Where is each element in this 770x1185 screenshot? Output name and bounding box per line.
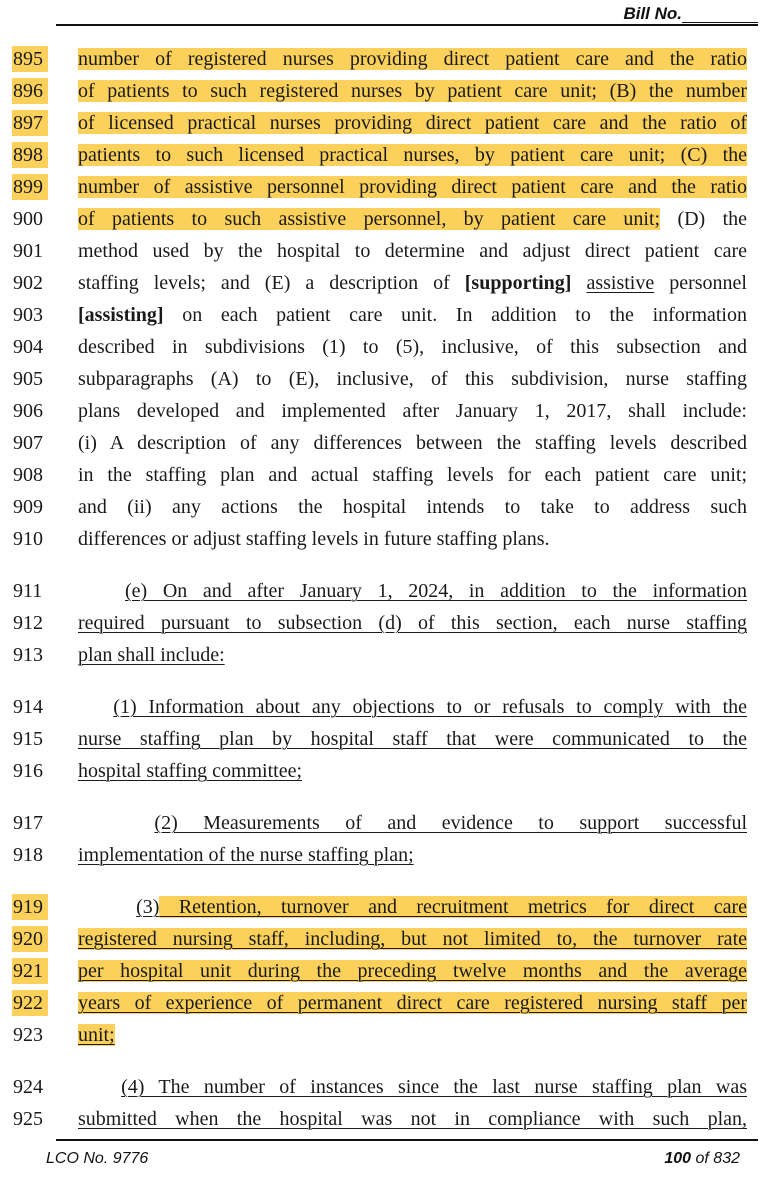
line-text [78, 110, 747, 136]
highlighted-text: of patients to such assistive personnel, by patient care unit; [78, 208, 661, 230]
bill-line [0, 1018, 770, 1050]
line-number: 923 [13, 1024, 43, 1046]
line-number: 919 [12, 894, 48, 920]
line-number: 898 [12, 142, 48, 168]
line-number: 904 [13, 336, 43, 358]
highlighted-text: number of registered nurses providing direct patient care and the ratio [78, 48, 747, 70]
bill-line [0, 298, 770, 330]
bill-number-label: Bill No. [623, 4, 682, 23]
line-number: 907 [13, 432, 43, 454]
line-text [78, 206, 747, 232]
line-text [78, 842, 747, 868]
line-text [78, 610, 747, 636]
bill-line [0, 922, 770, 954]
bill-line [0, 490, 770, 522]
inserted-text: (1) Information about any objections to or refusals to comply with the [113, 696, 747, 718]
line-number: 911 [13, 580, 43, 602]
line-text [78, 174, 747, 200]
line-number: 902 [13, 272, 43, 294]
footer-rule [56, 1139, 758, 1141]
line-text [78, 78, 747, 104]
line-number: 915 [13, 728, 43, 750]
line-text [78, 758, 747, 784]
line-text [78, 398, 747, 424]
text-segment: differences or adjust staffing levels in future staffing plans. [78, 528, 550, 550]
inserted-text: hospital staffing committee; [78, 760, 303, 782]
line-number: 909 [13, 496, 43, 518]
bill-line [0, 838, 770, 870]
text-segment [78, 1076, 121, 1098]
line-number: 913 [13, 644, 43, 666]
line-number: 901 [13, 240, 43, 262]
bill-line [0, 806, 770, 838]
line-text [78, 238, 747, 264]
line-text [78, 810, 747, 836]
highlighted-text: years of experience of permanent direct care registered nursing staff per [78, 992, 747, 1014]
line-number: 900 [13, 208, 43, 230]
bill-line [0, 394, 770, 426]
highlighted-text: number of assistive personnel providing direct patient care and the ratio [78, 176, 747, 198]
highlighted-text: Retention, turnover and recruitment metrics for direct care [159, 896, 748, 918]
text-segment: in the staffing plan and actual staffing levels for each patient care unit; [78, 464, 747, 486]
bill-line [0, 330, 770, 362]
text-segment: on each patient care unit. In addition to the information [163, 304, 747, 326]
bill-line [0, 170, 770, 202]
bill-line [0, 362, 770, 394]
inserted-text: (4) The number of instances since the last nurse staffing plan was [121, 1076, 748, 1098]
line-text [78, 142, 747, 168]
line-text [78, 694, 747, 720]
bill-line [0, 458, 770, 490]
bill-line [0, 606, 770, 638]
text-segment: (i) A description of any differences between the staffing levels described [78, 432, 747, 454]
page-current: 100 [664, 1150, 692, 1167]
line-text [78, 526, 747, 552]
bill-line [0, 954, 770, 986]
line-number: 924 [13, 1076, 43, 1098]
page-total: 832 [713, 1150, 740, 1167]
line-number: 920 [12, 926, 48, 952]
text-segment: subparagraphs (A) to (E), inclusive, of this subdivision, nurse staffing [78, 368, 747, 390]
bill-line [0, 690, 770, 722]
text-segment: (D) the [660, 208, 747, 230]
highlighted-text: unit; [78, 1024, 115, 1046]
line-number: 921 [12, 958, 48, 984]
text-segment [78, 580, 125, 602]
line-text [78, 926, 747, 952]
line-number: 895 [12, 46, 48, 72]
line-number: 906 [13, 400, 43, 422]
highlighted-text: of patients to such registered nurses by patient care unit; (B) the number [78, 80, 747, 102]
line-text [78, 494, 747, 520]
line-text [78, 334, 747, 360]
bill-line [0, 522, 770, 554]
line-text [78, 894, 747, 920]
line-text [78, 726, 747, 752]
bill-line [0, 42, 770, 74]
text-segment: plans developed and implemented after January 1, 2017, shall include: [78, 400, 747, 422]
text-segment [78, 812, 154, 834]
line-text [78, 302, 747, 328]
highlighted-text: patients to such licensed practical nurses, by patient care unit; (C) the [78, 144, 747, 166]
line-number: 896 [12, 78, 48, 104]
line-number: 922 [12, 990, 48, 1016]
line-text [78, 270, 747, 296]
highlighted-text: registered nursing staff, including, but not limited to, the turnover rate [78, 928, 747, 950]
bill-line [0, 74, 770, 106]
text-segment: method used by the hospital to determine and adjust direct patient care [78, 240, 747, 262]
line-number: 917 [13, 812, 43, 834]
line-text [78, 46, 747, 72]
line-text [78, 1106, 747, 1132]
bill-line [0, 106, 770, 138]
inserted-text: (2) Measurements of and evidence to support successful [154, 812, 747, 834]
text-segment: and (ii) any actions the hospital intends to take to address such [78, 496, 747, 518]
inserted-text: (e) On and after January 1, 2024, in addition to the information [124, 580, 748, 602]
text-segment [78, 896, 136, 918]
line-text [78, 1022, 747, 1048]
line-number: 912 [13, 612, 43, 634]
line-number: 905 [13, 368, 43, 390]
text-segment: personnel [654, 272, 747, 294]
line-text [78, 578, 747, 604]
text-segment [571, 272, 586, 294]
text-segment: [assisting] [78, 304, 164, 326]
inserted-text: implementation of the nurse staffing plan; [78, 844, 414, 866]
line-text [78, 366, 747, 392]
inserted-text: nurse staffing plan by hospital staff that were communicated to the [78, 728, 747, 750]
line-text [78, 990, 747, 1016]
bill-line [0, 754, 770, 786]
line-text [78, 462, 747, 488]
bill-line [0, 202, 770, 234]
highlighted-text: per hospital unit during the preceding twelve months and the average [78, 960, 747, 982]
bill-line [0, 574, 770, 606]
highlighted-text: of licensed practical nurses providing direct patient care and the ratio of [78, 112, 747, 134]
bill-line [0, 1102, 770, 1134]
line-text [78, 958, 747, 984]
page-of: of [691, 1150, 714, 1167]
text-segment: staffing levels; and (E) a description of [78, 272, 465, 294]
bill-line [0, 266, 770, 298]
line-number: 899 [12, 174, 48, 200]
inserted-text: required pursuant to subsection (d) of this section, each nurse staffing [78, 612, 747, 634]
line-number: 918 [13, 844, 43, 866]
line-number: 908 [13, 464, 43, 486]
line-number: 916 [13, 760, 43, 782]
line-text [78, 430, 747, 456]
text-segment [78, 696, 113, 718]
line-text [78, 642, 747, 668]
text-segment: [supporting] [464, 272, 572, 294]
line-number: 925 [13, 1108, 43, 1130]
bill-line [0, 890, 770, 922]
inserted-text: submitted when the hospital was not in compliance with such plan, [78, 1108, 747, 1130]
line-number: 914 [13, 696, 43, 718]
bill-line [0, 722, 770, 754]
line-number: 903 [13, 304, 43, 326]
bill-line [0, 1070, 770, 1102]
bill-line [0, 138, 770, 170]
line-text [78, 1074, 747, 1100]
page-number [664, 1150, 740, 1168]
inserted-text: plan shall include: [78, 644, 225, 666]
bill-line [0, 638, 770, 670]
inserted-text: assistive [586, 272, 655, 294]
bill-line [0, 426, 770, 458]
bill-line [0, 986, 770, 1018]
inserted-text: (3) [136, 896, 160, 918]
bill-line [0, 234, 770, 266]
lco-number: LCO No. 9776 [46, 1150, 149, 1167]
line-number: 897 [12, 110, 48, 136]
line-number: 910 [13, 528, 43, 550]
text-segment: described in subdivisions (1) to (5), inclusive, of this subsection and [78, 336, 747, 358]
